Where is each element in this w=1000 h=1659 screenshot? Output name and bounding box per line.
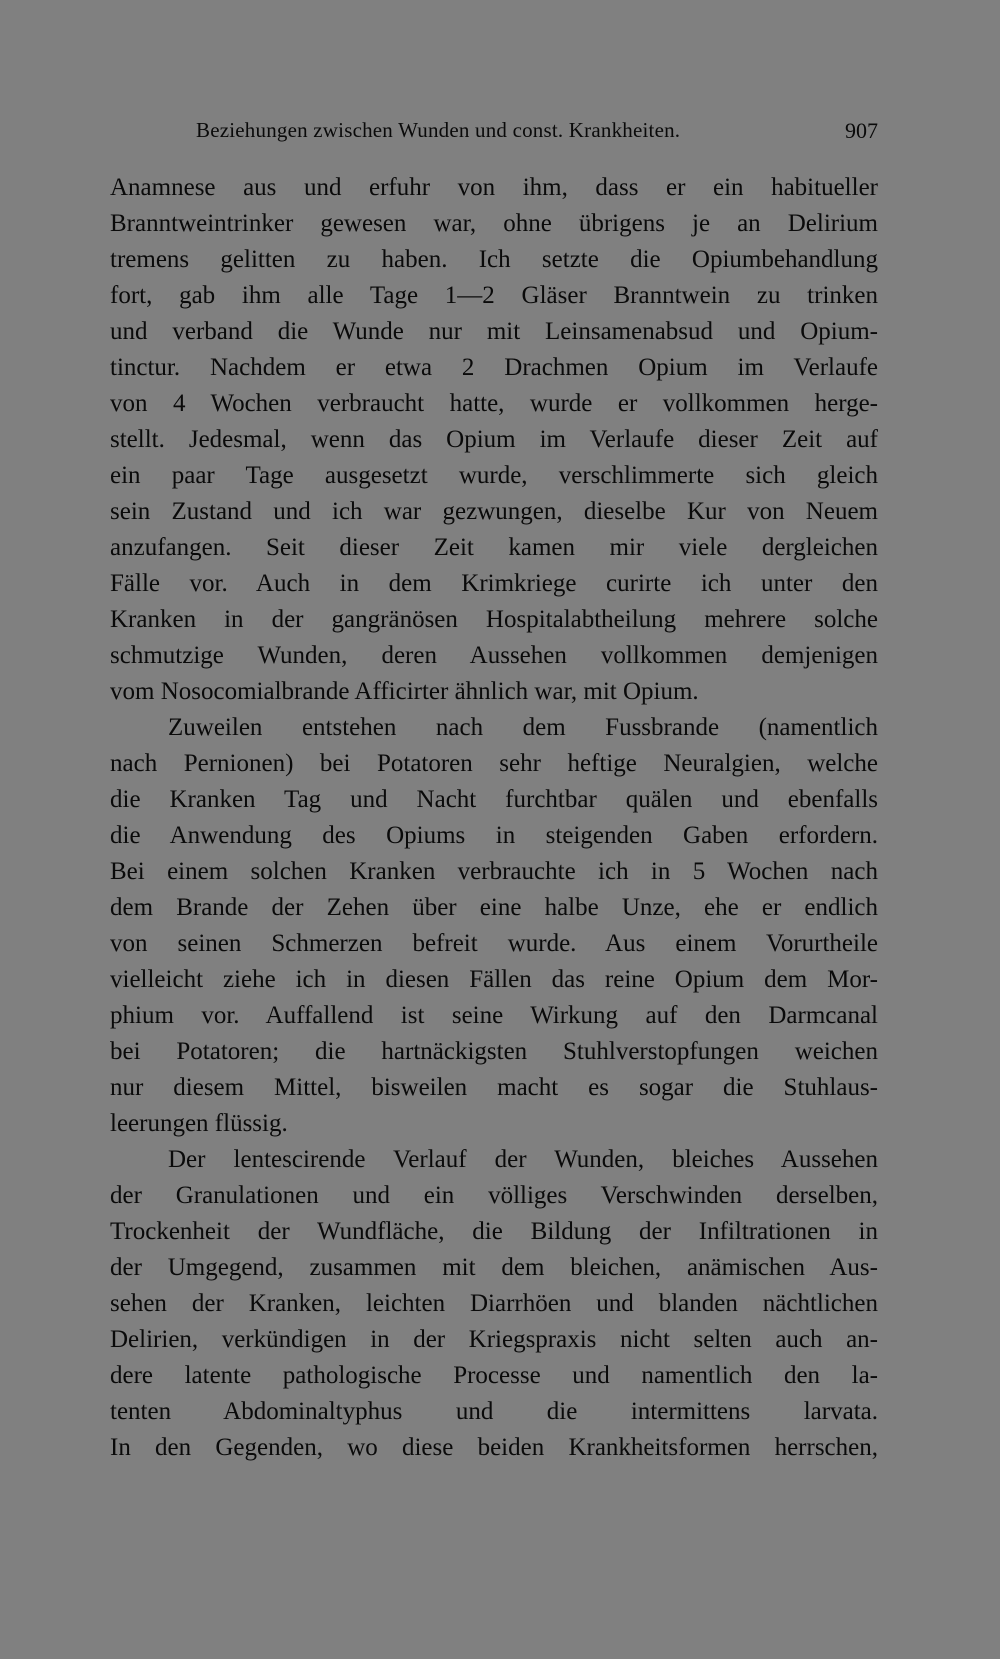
text-line: Bei einem solchen Kranken verbrauchte ich in 5 Wochen nach <box>110 858 878 885</box>
text-line: tinctur. Nachdem er etwa 2 Drachmen Opium im Verlaufe <box>110 354 878 381</box>
text-line: In den Gegenden, wo diese beiden Krankheitsformen herrschen, <box>110 1434 878 1461</box>
text-line: fort, gab ihm alle Tage 1—2 Gläser Branntwein zu trinken <box>110 282 878 309</box>
text-line: die Kranken Tag und Nacht furchtbar quälen und ebenfalls <box>110 786 878 813</box>
text-line: schmutzige Wunden, deren Aussehen vollkommen demjenigen <box>110 642 878 669</box>
text-line: Kranken in der gangränösen Hospitalabtheilung mehrere solche <box>110 606 878 633</box>
text-line: sein Zustand und ich war gezwungen, dieselbe Kur von Neuem <box>110 498 878 525</box>
text-line: anzufangen. Seit dieser Zeit kamen mir viele dergleichen <box>110 534 878 561</box>
text-line: Delirien, verkündigen in der Kriegspraxis nicht selten auch an- <box>110 1326 878 1353</box>
running-title: Beziehungen zwischen Wunden und const. Krankheiten. <box>196 118 681 142</box>
text-line: Anamnese aus und erfuhr von ihm, dass er ein habitueller <box>110 174 878 201</box>
text-line: sehen der Kranken, leichten Diarrhöen und blanden nächtlichen <box>110 1290 878 1317</box>
page-header <box>112 118 878 150</box>
text-line: dere latente pathologische Processe und namentlich den la- <box>110 1362 878 1389</box>
text-line: tremens gelitten zu haben. Ich setzte die Opiumbehandlung <box>110 246 878 273</box>
text-line: der Granulationen und ein völliges Verschwinden derselben, <box>110 1182 878 1209</box>
text-line: stellt. Jedesmal, wenn das Opium im Verlaufe dieser Zeit auf <box>110 426 878 453</box>
text-line: dem Brande der Zehen über eine halbe Unze, ehe er endlich <box>110 894 878 921</box>
text-line: phium vor. Auffallend ist seine Wirkung auf den Darmcanal <box>110 1002 878 1029</box>
text-line: vielleicht ziehe ich in diesen Fällen das reine Opium dem Mor- <box>110 966 878 993</box>
text-line: Branntweintrinker gewesen war, ohne übrigens je an Delirium <box>110 210 878 237</box>
text-line: der Umgegend, zusammen mit dem bleichen, anämischen Aus- <box>110 1254 878 1281</box>
text-line: Trockenheit der Wundfläche, die Bildung der Infiltrationen in <box>110 1218 878 1245</box>
body-text <box>110 170 878 1466</box>
text-line: nach Pernionen) bei Potatoren sehr heftige Neuralgien, welche <box>110 750 878 777</box>
text-line: leerungen flüssig. <box>110 1110 288 1137</box>
text-line: Zuweilen entstehen nach dem Fussbrande (namentlich <box>168 714 878 741</box>
text-line: Fälle vor. Auch in dem Krimkriege curirte ich unter den <box>110 570 878 597</box>
text-line: die Anwendung des Opiums in steigenden Gaben erfordern. <box>110 822 878 849</box>
text-line: Der lentescirende Verlauf der Wunden, bleiches Aussehen <box>168 1146 878 1173</box>
text-line: nur diesem Mittel, bisweilen macht es sogar die Stuhlaus- <box>110 1074 878 1101</box>
text-line: vom Nosocomialbrande Afficirter ähnlich war, mit Opium. <box>110 678 699 705</box>
text-line: und verband die Wunde nur mit Leinsamenabsud und Opium- <box>110 318 878 345</box>
text-line: tenten Abdominaltyphus und die intermittens larvata. <box>110 1398 878 1425</box>
page-number: 907 <box>845 118 878 143</box>
text-line: ein paar Tage ausgesetzt wurde, verschlimmerte sich gleich <box>110 462 878 489</box>
text-line: von 4 Wochen verbraucht hatte, wurde er vollkommen herge- <box>110 390 878 417</box>
text-line: von seinen Schmerzen befreit wurde. Aus einem Vorurtheile <box>110 930 878 957</box>
text-line: bei Potatoren; die hartnäckigsten Stuhlverstopfungen weichen <box>110 1038 878 1065</box>
